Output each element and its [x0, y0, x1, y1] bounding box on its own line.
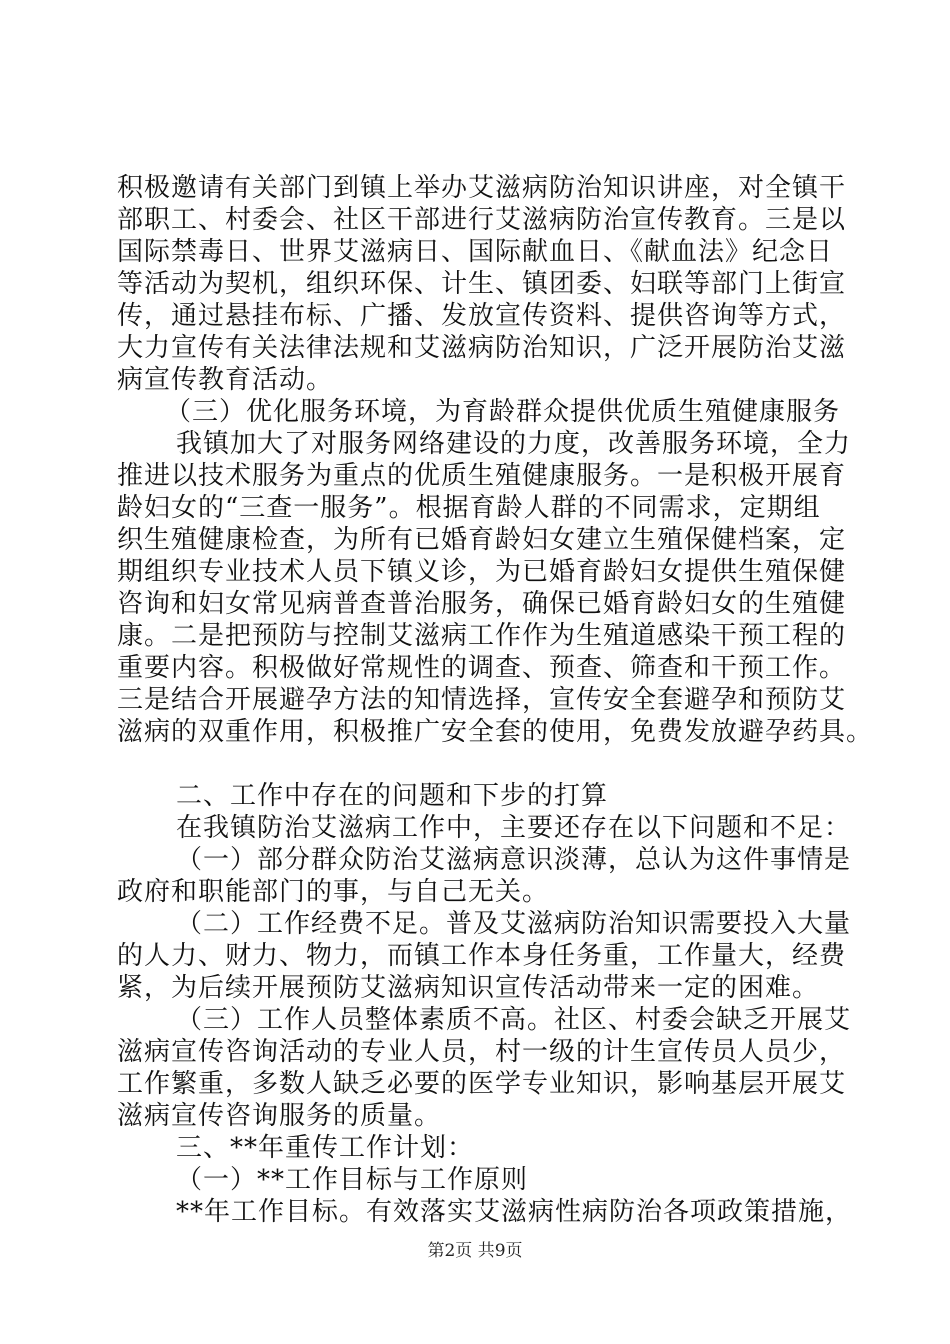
page-number: 第2页 共9页 [427, 1241, 523, 1261]
body-line: 织生殖健康检查，为所有已婚育龄妇女建立生殖保健档案，定 [117, 525, 847, 555]
body-line: 部职工、村委会、社区干部进行艾滋病防治宣传教育。三是以 [117, 205, 847, 235]
section-heading: （三）优化服务环境，为育龄群众提供优质生殖健康服务 [165, 397, 841, 427]
paragraph-first-line: **年工作目标。有效落实艾滋病性病防治各项政策措施， [176, 1197, 853, 1227]
body-line: 等活动为契机，组织环保、计生、镇团委、妇联等部门上街宣 [117, 269, 847, 299]
body-line: 咨询和妇女常见病普查普治服务，确保已婚育龄妇女的生殖健 [117, 589, 847, 619]
body-line: 病宣传教育活动。 [117, 365, 334, 395]
body-line: 龄妇女的“三查一服务”。根据育龄人群的不同需求，定期组 [117, 493, 821, 523]
list-item-first-line: （三）工作人员整体素质不高。社区、村委会缺乏开展艾 [176, 1005, 852, 1035]
list-item-first-line: （二）工作经费不足。普及艾滋病防治知识需要投入大量 [176, 909, 852, 939]
list-item-first-line: （一）部分群众防治艾滋病意识淡薄，总认为这件事情是 [176, 845, 852, 875]
body-line: 重要内容。积极做好常规性的调查、预查、筛查和干预工作。 [117, 653, 847, 683]
section-heading: 三、**年重传工作计划： [176, 1133, 475, 1163]
body-line: 期组织专业技术人员下镇义诊，为已婚育龄妇女提供生殖保健 [117, 557, 847, 587]
body-line: 滋病的双重作用，积极推广安全套的使用，免费发放避孕药具。 [117, 717, 874, 747]
body-line: 康。二是把预防与控制艾滋病工作作为生殖道感染干预工程的 [117, 621, 847, 651]
body-line: 滋病宣传咨询活动的专业人员，村一级的计生宣传员人员少， [117, 1037, 847, 1067]
body-line: 积极邀请有关部门到镇上举办艾滋病防治知识讲座，对全镇干 [117, 173, 847, 203]
body-line: 工作繁重，多数人缺乏必要的医学专业知识，影响基层开展艾 [117, 1069, 847, 1099]
body-line: 大力宣传有关法律法规和艾滋病防治知识，广泛开展防治艾滋 [117, 333, 847, 363]
body-line: 政府和职能部门的事，与自己无关。 [117, 877, 550, 907]
body-line: 推进以技术服务为重点的优质生殖健康服务。一是积极开展育 [117, 461, 847, 491]
section-heading: 二、工作中存在的问题和下步的打算 [176, 781, 609, 811]
body-line: 的人力、财力、物力，而镇工作本身任务重，工作量大，经费 [117, 941, 847, 971]
body-line: 紧，为后续开展预防艾滋病知识宣传活动带来一定的困难。 [117, 973, 820, 1003]
body-line: 国际禁毒日、世界艾滋病日、国际献血日、《献血法》纪念日 [117, 237, 834, 267]
paragraph-first-line: 我镇加大了对服务网络建设的力度，改善服务环境，全力 [176, 429, 852, 459]
body-line: 滋病宣传咨询服务的质量。 [117, 1101, 442, 1131]
paragraph-first-line: 在我镇防治艾滋病工作中，主要还存在以下问题和不足： [176, 813, 852, 843]
subsection-heading: （一）**工作目标与工作原则 [176, 1165, 529, 1195]
body-line: 传，通过悬挂布标、广播、发放宣传资料、提供咨询等方式， [117, 301, 847, 331]
body-line: 三是结合开展避孕方法的知情选择，宣传安全套避孕和预防艾 [117, 685, 847, 715]
